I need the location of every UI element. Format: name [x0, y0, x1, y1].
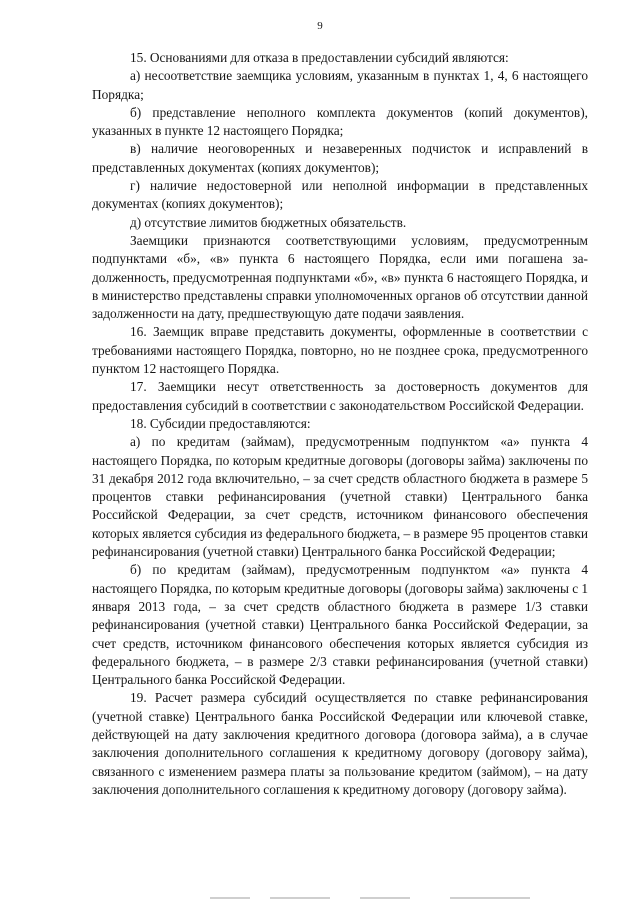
scan-footer-artifact: [0, 893, 640, 905]
list-item-15a: а) несоответствие заемщика условиям, указанным в пунктах 1, 4, 6 настоящего Порядка;: [92, 68, 588, 102]
page-number: 9: [317, 20, 323, 32]
paragraph-19: 19. Расчет размера субсидий осуществляется по ставке рефинансирования (учетной ставке) Центрального банка Российской Федерации или ключевой ставке, действующей на дату заключения кредитного договора (договора займа), а в случае заключения дополнительного соглашения к кредитному договору (договору займа), связанного с изменением размера платы за пользование кредитом (займом), – на дату заключения дополнительного соглашения к кредитному договору (договору займа).: [92, 690, 588, 797]
paragraph-16: 16. Заемщик вправе представить документы, оформленные в соответствии с требованиями настоящего Порядка, повторно, но не позднее срока, предусмотренного пунктом 12 настоящего Порядка.: [92, 324, 588, 377]
document-body: [92, 49, 588, 799]
scan-artifact-mark: [450, 897, 530, 899]
list-item-15d: г) наличие недостоверной или неполной информации в представленных документах (копиях документов);: [92, 178, 588, 212]
scan-artifact-mark: [360, 897, 410, 899]
scan-artifact-mark: [270, 897, 330, 899]
paragraph-borrowers-compliance: Заемщики признаются соответствующими условиям, предусмотренным подпунктами «б», «в» пункта 6 настоящего Порядка, если ими погашена задолженность, предусмотренная подпунктами «б», «в» пункта 6 настоящего Порядка, и в министерство представлены справки уполномоченных органов об отсутствии данной задолженности на дату, предшествующую дате подачи заявления.: [92, 232, 588, 322]
paragraph-17: 17. Заемщики несут ответственность за достоверность документов для предоставления субсидий в соответствии с законодательством Российской Федерации.: [92, 379, 588, 413]
list-item-15b: б) представление неполного комплекта документов (копий документов), указанных в пункте 12 настоящего Порядка;: [92, 104, 588, 139]
list-item-15c: в) наличие неоговоренных и незаверенных подчисток и исправлений в представленных документах (копиях документов);: [92, 141, 588, 175]
paragraph-15-heading: 15. Основаниями для отказа в предоставлении субсидий являются:: [130, 50, 509, 65]
list-item-15e: д) отсутствие лимитов бюджетных обязательств.: [130, 214, 407, 230]
list-item-18b: б) по кредитам (займам), предусмотренным подпунктом «а» пункта 4 настоящего Порядка, по которым кредитные договоры (договоры займа) заключены с 1 января 2013 года, – за счет средств областного бюджета в размере 1/3 ставки рефинансирования (учетной ставки) Центрального банка Российской Федерации, за счет средств, источником финансового обеспечения которых является субсидия из федерального бюджета, – в размере 2/3 ставки рефинансирования (учетной ставки) Центрального банка Российской Федерации.: [92, 562, 588, 688]
paragraph-18-heading: 18. Субсидии предоставляются:: [130, 415, 311, 431]
scan-artifact-mark: [210, 897, 250, 899]
list-item-18a: а) по кредитам (займам), предусмотренным подпунктом «а» пункта 4 настоящего Порядка, по которым кредитные договоры (договоры займа) заключены по 31 декабря 2012 года включительно, – за счет средств областного бюджета в размере 5 процентов ставки рефинансирования (учетной ставки) Центрального банка Российской Федерации, за счет средств, источником финансового обеспечения которых является субсидия из федерального бюджета, – в размере 95 процентов ставки рефинансирования (учетной ставки) Центрального банка Российской Федерации;: [92, 434, 588, 560]
